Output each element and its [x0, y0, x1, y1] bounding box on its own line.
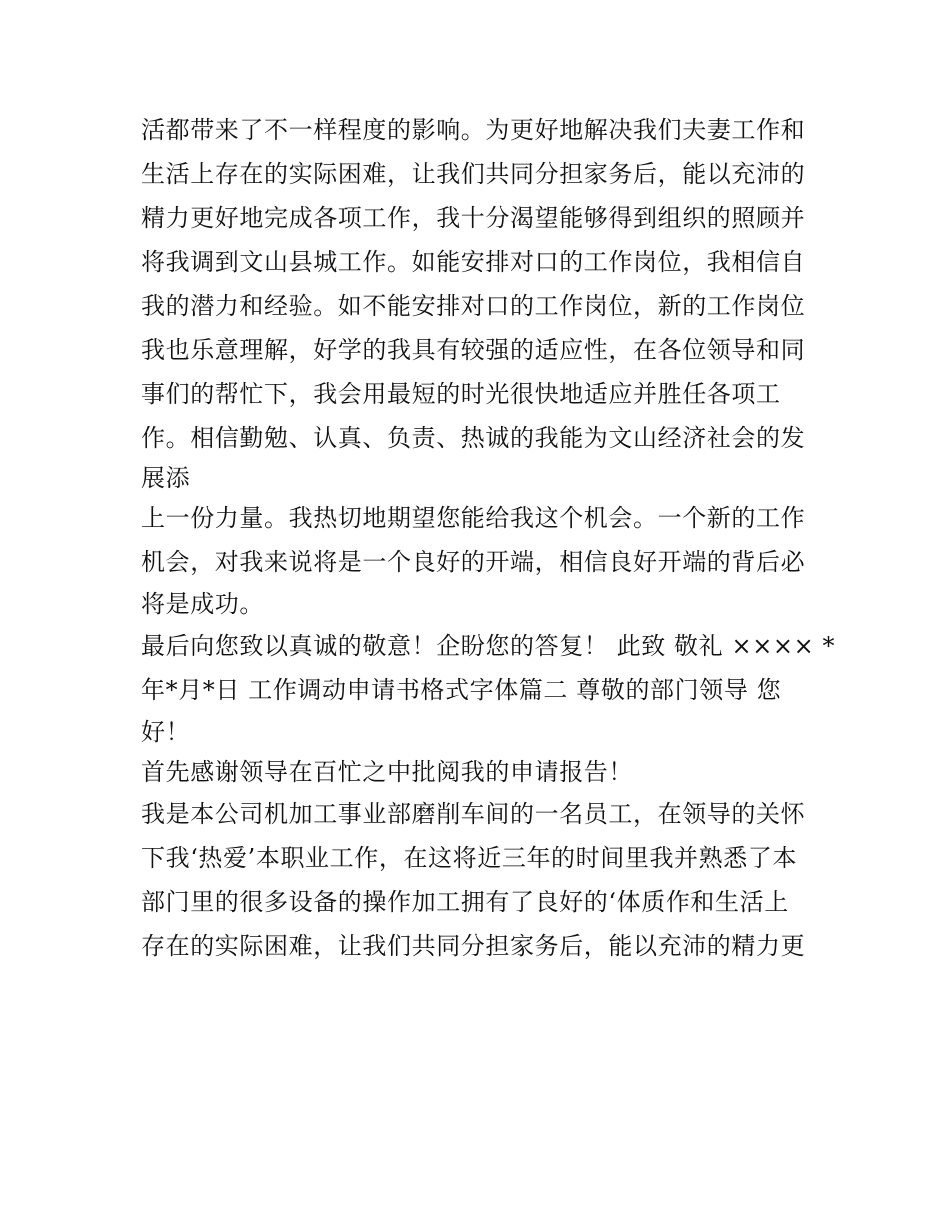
text-line: 我是本公司机加工事业部磨削车间的一名员工，在领导的关怀 [141, 800, 806, 828]
text-line: 好！ [141, 718, 191, 746]
text-line: 存在的实际困难，让我们共同分担家务后，能以充沛的精力更 [141, 932, 806, 960]
text-line: 活都带来了不一样程度的影响。为更好地解决我们夫妻工作和 [141, 116, 806, 144]
text-line: 生活上存在的实际困难，让我们共同分担家务后，能以充沛的 [141, 160, 806, 188]
text-line: 上一份力量。我热切地期望您能给我这个机会。一个新的工作 [141, 504, 806, 532]
text-line: 最后向您致以真诚的敬意！企盼您的答复！ 此致 敬礼 ×××× * [141, 632, 836, 660]
text-line: 机会，对我来说将是一个良好的开端，相信良好开端的背后必 [141, 548, 806, 576]
text-line: 作。相信勤勉、认真、负责、热诚的我能为文山经济社会的发 [141, 424, 806, 452]
text-line: 精力更好地完成各项工作，我十分渴望能够得到组织的照顾并 [141, 204, 806, 232]
text-line: 将是成功。 [141, 590, 264, 618]
text-line: 首先感谢领导在百忙之中批阅我的申请报告！ [141, 758, 633, 786]
text-line: 年*月*日 工作调动申请书格式字体篇二 尊敬的部门领导 您 [141, 676, 782, 704]
text-line: 将我调到文山县城工作。如能安排对口的工作岗位，我相信自 [141, 248, 806, 276]
text-line: 事们的帮忙下，我会用最短的时光很快地适应并胜任各项工 [141, 380, 781, 408]
body-text [141, 108, 836, 968]
text-line: 我的潜力和经验。如不能安排对口的工作岗位，新的工作岗位 [141, 292, 806, 320]
text-line: 我也乐意理解，好学的我具有较强的适应性，在各位领导和同 [141, 336, 806, 364]
text-line: 部门里的很多设备的操作加工拥有了良好的‘体质作和生活上 [141, 888, 789, 916]
text-line: 下我‘热爱’本职业工作，在这将近三年的时间里我并熟悉了本 [141, 844, 798, 872]
text-line: 展添 [141, 464, 191, 492]
